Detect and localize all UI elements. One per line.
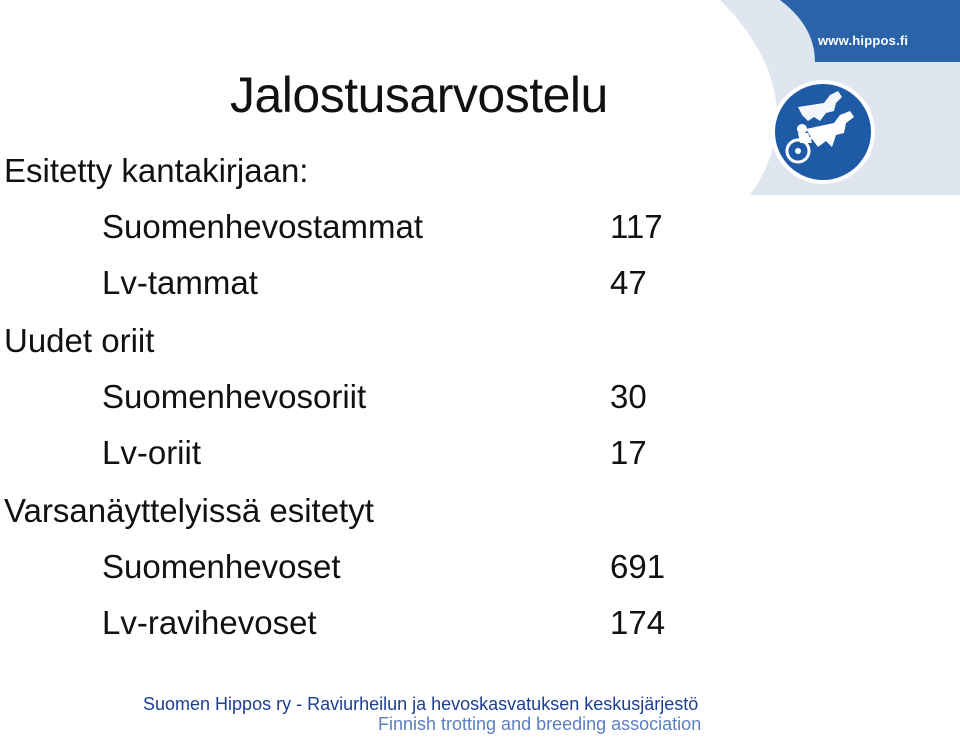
row-value: 117 bbox=[610, 208, 663, 245]
row-value: 47 bbox=[610, 264, 647, 301]
row-value: 174 bbox=[610, 604, 666, 641]
section-heading-kantakirja: Esitetty kantakirjaan: bbox=[4, 152, 309, 189]
row-value: 17 bbox=[610, 434, 647, 471]
row-value: 30 bbox=[610, 378, 647, 415]
list-item bbox=[102, 378, 702, 422]
row-label: Lv-ravihevoset bbox=[102, 604, 317, 641]
trotting-horse-logo-icon bbox=[768, 77, 878, 187]
row-label: Lv-oriit bbox=[102, 434, 202, 471]
section-heading-uudet-oriit: Uudet oriit bbox=[4, 322, 155, 359]
footer-subtitle: Finnish trotting and breeding association bbox=[378, 714, 702, 734]
footer-organization: Suomen Hippos ry - Raviurheilun ja hevoskasvatuksen keskusjärjestö bbox=[143, 694, 699, 714]
list-item bbox=[102, 264, 702, 308]
list-item bbox=[102, 208, 702, 252]
row-label: Suomenhevoset bbox=[102, 548, 341, 585]
list-item bbox=[102, 434, 702, 478]
row-label: Suomenhevostammat bbox=[102, 208, 423, 245]
row-label: Lv-tammat bbox=[102, 264, 258, 301]
page-title: Jalostusarvostelu bbox=[230, 67, 608, 123]
row-value: 691 bbox=[610, 548, 666, 585]
row-label: Suomenhevosoriit bbox=[102, 378, 367, 415]
section-heading-varsanayttelyt: Varsanäyttelyissä esitetyt bbox=[4, 492, 374, 529]
site-url[interactable]: www.hippos.fi bbox=[818, 33, 909, 48]
list-item bbox=[102, 604, 702, 648]
list-item bbox=[102, 548, 702, 592]
